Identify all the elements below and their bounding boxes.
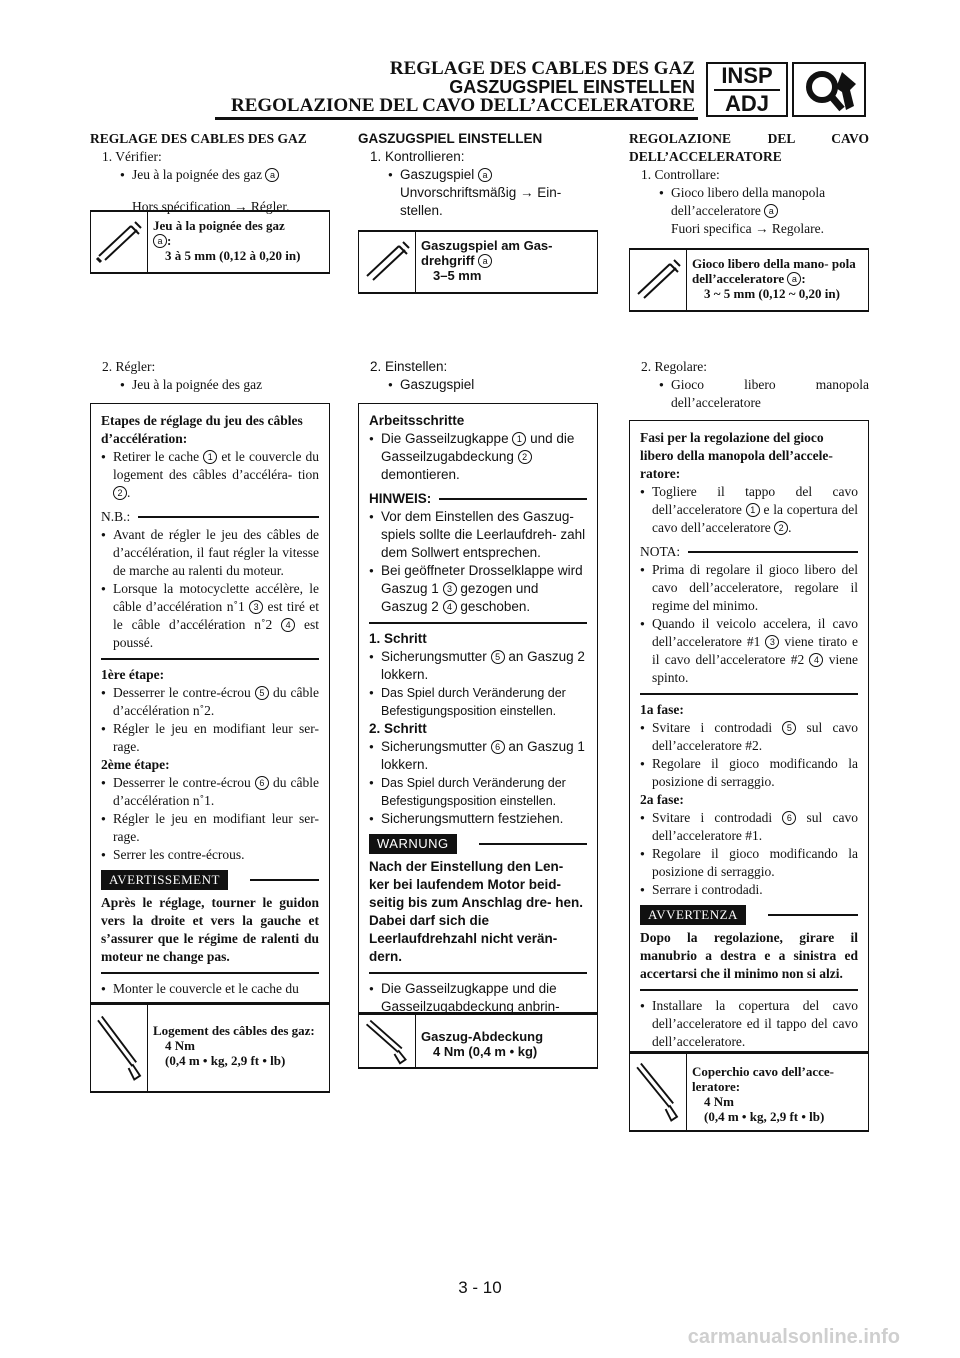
it-nb2: ● Quando il veicolo accelera, il cavo dell’acceleratore #1 3 viene tirato e il cavo dell’acceleratore #2 4 viene spinto. bbox=[640, 615, 858, 687]
it-step2-block bbox=[629, 358, 869, 412]
it-last: ● Installare la copertura del cavo dell’acceleratore ed il tappo del cavo dell’acceleratore. bbox=[640, 997, 858, 1051]
de-step2-item: ● Gaszugspiel bbox=[358, 376, 598, 394]
insp-adj-badge bbox=[706, 62, 788, 117]
de-box-title: Arbeitsschritte bbox=[369, 413, 465, 428]
it-nb1: ● Prima di regolare il gioco libero del cavo dell’acceleratore, regolare il regime del minimo. bbox=[640, 561, 858, 615]
de-note-header: HINWEIS: bbox=[369, 490, 587, 508]
torque-wrench-icon bbox=[91, 1005, 148, 1091]
it-step2-item: ● Gioco libero manopola dell’acceleratore bbox=[629, 376, 869, 412]
badge-bottom: ADJ bbox=[724, 91, 769, 116]
de-s1: 1. Schritt bbox=[369, 631, 427, 646]
header-rule bbox=[215, 117, 698, 120]
it-warning-text: Dopo la regolazione, girare il manubrio a destra e a sinistra ed accertarsi che il minimo non si alzi. bbox=[640, 930, 858, 981]
fr-e2a: ● Desserrer le contre-écrou 6 du câble d’accélération n˚1. bbox=[101, 774, 319, 810]
de-warning-header: WARNUNG bbox=[369, 834, 587, 854]
de-step1-item: ● Gaszugspiel a bbox=[358, 166, 598, 184]
de-s2b: ● Das Spiel durch Veränderung der Befestigungsposition einstellen. bbox=[369, 774, 587, 810]
it-note-header: NOTA: bbox=[640, 543, 858, 561]
de-s1a: ● Sicherungsmutter 5 an Gaszug 2 lokkern. bbox=[369, 648, 587, 684]
it-f2b: ● Regolare il gioco modificando la posizione di serraggio. bbox=[640, 845, 858, 881]
fr-spec-box: Jeu à la poignée des gaz a : 3 à 5 mm (0,12 à 0,20 in) bbox=[90, 210, 330, 274]
it-warning-header: AVVERTENZA bbox=[640, 905, 858, 925]
fr-nb2: ● Lorsque la motocyclette accélère, le câble d’accélération n˚1 3 est tiré et le câble d’accélération n˚2 4 est poussé. bbox=[101, 580, 319, 652]
it-title: REGOLAZIONE DEL CAVO DELL’ACCELERATORE bbox=[629, 131, 869, 164]
page-number: 3 - 10 bbox=[458, 1278, 502, 1297]
fr-e1b: ● Régler le jeu en modifiant leur ser- rage. bbox=[101, 720, 319, 756]
it-f2a: ● Svitare i controdadi 6 sul cavo dell’acceleratore #1. bbox=[640, 809, 858, 845]
fr-e3: ● Serrer les contre-écrous. bbox=[101, 846, 319, 864]
it-f2: 2a fase: bbox=[640, 792, 684, 807]
watermark: carmanualsonline.info bbox=[687, 1326, 900, 1348]
de-b1: ● Die Gasseilzugkappe 1 und die Gasseilzugabdeckung 2 demontieren. bbox=[369, 430, 587, 484]
de-last: ● Die Gasseilzugkappe und die Gasseilzugabdeckung anbrin- bbox=[369, 980, 587, 1016]
it-step2: 2. Regolare: bbox=[641, 359, 707, 374]
caliper-icon bbox=[359, 232, 416, 292]
fr-title: REGLAGE DES CABLES DES GAZ bbox=[90, 131, 307, 146]
fr-box-title: Etapes de réglage du jeu des câbles d’accélération: bbox=[101, 413, 303, 446]
it-f1a: ● Svitare i controdadi 5 sul cavo dell’acceleratore #2. bbox=[640, 719, 858, 755]
it-procedure-box bbox=[629, 420, 869, 1052]
de-s2: 2. Schritt bbox=[369, 721, 427, 736]
de-step2-block bbox=[358, 358, 598, 394]
de-s2a: ● Sicherungsmutter 6 an Gaszug 1 lokkern. bbox=[369, 738, 587, 774]
de-s3: ● Sicherungsmuttern festziehen. bbox=[369, 810, 587, 828]
it-step1-out: Fuori specifica → Regolare. bbox=[671, 221, 824, 236]
it-step1-item: ● Gioco libero della manopola dell’acceleratore a bbox=[629, 184, 869, 220]
de-step1-out: Unvorschriftsmäßig → Ein- stellen. bbox=[400, 185, 562, 218]
header-title-fr: REGLAGE DES CABLES DES GAZ bbox=[389, 58, 695, 79]
caliper-icon bbox=[630, 250, 687, 310]
caliper-icon bbox=[91, 212, 148, 272]
fr-torque-box: Logement des câbles des gaz: 4 Nm (0,4 m • kg, 2,9 ft • lb) bbox=[90, 1003, 330, 1093]
fr-step1-out: Hors spécification → Régler. bbox=[132, 198, 290, 214]
de-step1: 1. Kontrollieren: bbox=[370, 149, 465, 164]
fr-last: ● Monter le couvercle et le cache du bbox=[101, 980, 319, 998]
it-step1: 1. Controllare: bbox=[641, 167, 720, 182]
torque-wrench-icon bbox=[359, 1015, 416, 1067]
de-nb1: ● Vor dem Einstellen des Gaszug- spiels sollte die Leerlaufdreh- zahl dem Sollwert entsprechen. bbox=[369, 508, 587, 562]
it-f3: ● Serrare i controdadi. bbox=[640, 881, 858, 899]
de-title: GASZUGSPIEL EINSTELLEN bbox=[358, 131, 543, 146]
de-procedure-box bbox=[358, 403, 598, 1013]
fr-b1: ● Retirer le cache 1 et le couvercle du logement des câbles d’accéléra- tion 2 . bbox=[101, 448, 319, 502]
header-title-it: REGOLAZIONE DEL CAVO DELL’ACCELERATORE bbox=[230, 95, 695, 116]
it-f1: 1a fase: bbox=[640, 702, 684, 717]
it-b1: ● Togliere il tappo del cavo dell’acceleratore 1 e la copertura del cavo dell’acceleratore 2 . bbox=[640, 483, 858, 537]
column-italian bbox=[629, 130, 869, 238]
header-title-de: GASZUGSPIEL EINSTELLEN bbox=[449, 77, 695, 97]
fr-nb1: ● Avant de régler le jeu des câbles de d’accélération, il faut régler la vitesse de marche au ralenti du moteur. bbox=[101, 526, 319, 580]
fr-e2b: ● Régler le jeu en modifiant leur ser- rage. bbox=[101, 810, 319, 846]
fr-e2: 2ème étape: bbox=[101, 757, 170, 772]
de-step2: 2. Einstellen: bbox=[370, 359, 448, 374]
it-spec-box: Gioco libero della mano- pola dell’acceleratore a : 3 ~ 5 mm (0,12 ~ 0,20 in) bbox=[629, 248, 869, 312]
fr-e1a: ● Desserrer le contre-écrou 5 du câble d’accélération n˚2. bbox=[101, 684, 319, 720]
fr-step1-item: ● Jeu à la poignée des gaz a bbox=[90, 166, 330, 184]
fr-step2-block bbox=[90, 358, 330, 394]
wrench-magnifier-icon bbox=[792, 62, 866, 117]
it-box-title: Fasi per la regolazione del gioco libero della manopola dell’accele- ratore: bbox=[640, 430, 833, 481]
fr-e1: 1ère étape: bbox=[101, 667, 165, 682]
de-spec-box: Gaszugspiel am Gas- drehgriff a 3–5 mm bbox=[358, 230, 598, 294]
fr-warning-header: AVERTISSEMENT bbox=[101, 870, 319, 890]
torque-wrench-icon bbox=[630, 1054, 687, 1130]
badge-top: INSP bbox=[721, 63, 773, 88]
fr-step1: 1. Vérifier: bbox=[102, 149, 162, 164]
it-torque-box: Coperchio cavo dell’acce- leratore: 4 Nm (0,4 m • kg, 2,9 ft • lb) bbox=[629, 1052, 869, 1132]
it-f1b: ● Regolare il gioco modificando la posizione di serraggio. bbox=[640, 755, 858, 791]
de-nb2: ● Bei geöffneter Drosselklappe wird Gaszug 1 3 gezogen und Gaszug 2 4 geschoben. bbox=[369, 562, 587, 616]
fr-step2-item: ● Jeu à la poignée des gaz bbox=[90, 376, 330, 394]
de-s1b: ● Das Spiel durch Veränderung der Befestigungsposition einstellen. bbox=[369, 684, 587, 720]
column-german bbox=[358, 130, 598, 220]
fr-step2: 2. Régler: bbox=[102, 359, 156, 374]
de-torque-box: Gaszug-Abdeckung 4 Nm (0,4 m • kg) bbox=[358, 1013, 598, 1069]
de-warning-text: Nach der Einstellung den Len- ker bei laufendem Motor beid- seitig bis zum Anschlag dre- hen. Dabei darf sich die Leerlaufdrehzahl nicht verän- dern. bbox=[369, 859, 584, 964]
fr-note-header: N.B.: bbox=[101, 508, 319, 526]
fr-warning-text: Après le réglage, tourner le guidon vers la droite et vers la gauche et s’assurer que le régime de ralenti du moteur ne change pas. bbox=[101, 895, 319, 964]
fr-procedure-box bbox=[90, 403, 330, 1003]
